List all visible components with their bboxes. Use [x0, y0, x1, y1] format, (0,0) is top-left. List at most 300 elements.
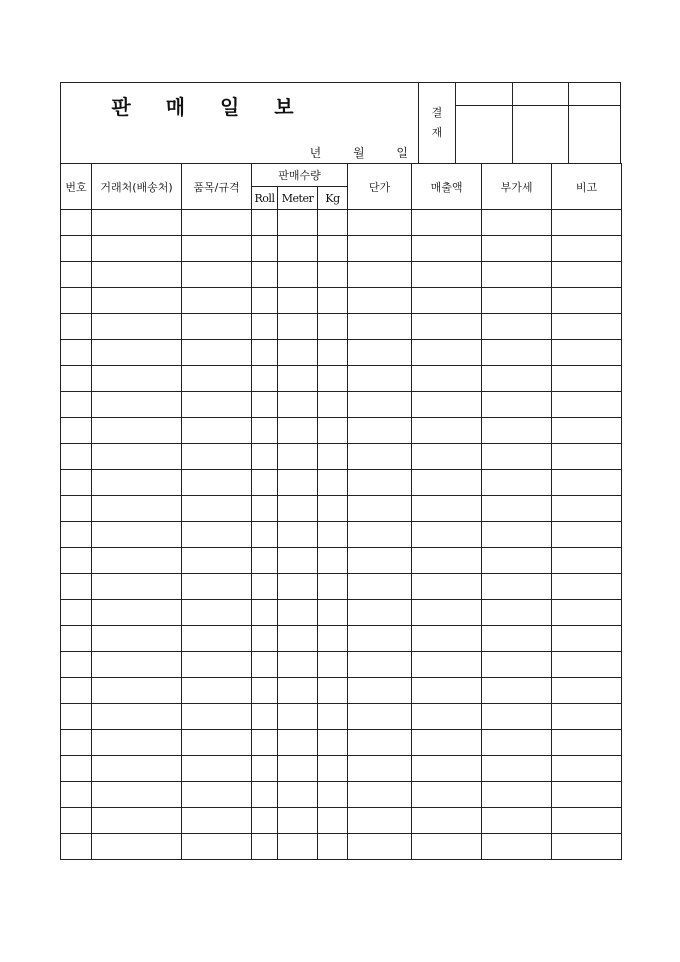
table-cell[interactable] — [318, 418, 348, 444]
table-cell[interactable] — [348, 730, 412, 756]
table-cell[interactable] — [412, 496, 482, 522]
table-cell[interactable] — [61, 600, 92, 626]
sales-daily-report-form — [60, 82, 621, 866]
table-cell[interactable] — [61, 730, 92, 756]
table-cell[interactable] — [92, 470, 182, 496]
table-cell[interactable] — [348, 496, 412, 522]
table-cell[interactable] — [552, 782, 622, 808]
table-row — [61, 236, 622, 262]
table-row — [61, 340, 622, 366]
table-cell[interactable] — [552, 210, 622, 236]
table-cell[interactable] — [92, 314, 182, 340]
table-cell[interactable] — [482, 236, 552, 262]
table-row — [61, 782, 622, 808]
table-cell[interactable] — [318, 366, 348, 392]
table-cell[interactable] — [252, 808, 278, 834]
table-cell[interactable] — [552, 574, 622, 600]
table-cell[interactable] — [61, 288, 92, 314]
table-cell[interactable] — [348, 470, 412, 496]
table-cell[interactable] — [278, 418, 318, 444]
table-cell[interactable] — [318, 392, 348, 418]
table-cell[interactable] — [348, 548, 412, 574]
table-cell[interactable] — [278, 340, 318, 366]
table-cell[interactable] — [318, 444, 348, 470]
table-cell[interactable] — [92, 236, 182, 262]
table-cell[interactable] — [252, 262, 278, 288]
table-row — [61, 704, 622, 730]
col-number: 번호 — [61, 164, 92, 210]
col-qty-meter: Meter — [278, 187, 318, 210]
table-cell[interactable] — [252, 730, 278, 756]
table-row — [61, 600, 622, 626]
table-row — [61, 652, 622, 678]
table-cell[interactable] — [318, 782, 348, 808]
table-cell[interactable] — [278, 574, 318, 600]
table-row — [61, 522, 622, 548]
approval-divider — [456, 105, 620, 106]
table-cell[interactable] — [92, 704, 182, 730]
table-row — [61, 574, 622, 600]
table-cell[interactable] — [552, 236, 622, 262]
approval-label-bottom: 재 — [431, 126, 443, 139]
table-cell[interactable] — [92, 340, 182, 366]
table-cell[interactable] — [412, 626, 482, 652]
table-cell[interactable] — [182, 808, 252, 834]
table-cell[interactable] — [182, 730, 252, 756]
table-cell[interactable] — [552, 314, 622, 340]
table-cell[interactable] — [482, 704, 552, 730]
table-cell[interactable] — [348, 600, 412, 626]
table-cell[interactable] — [182, 652, 252, 678]
table-cell[interactable] — [552, 626, 622, 652]
table-cell[interactable] — [412, 756, 482, 782]
table-cell[interactable] — [182, 392, 252, 418]
table-cell[interactable] — [61, 418, 92, 444]
table-cell[interactable] — [412, 444, 482, 470]
table-cell[interactable] — [348, 704, 412, 730]
table-cell[interactable] — [252, 600, 278, 626]
table-cell[interactable] — [552, 262, 622, 288]
table-cell[interactable] — [61, 366, 92, 392]
table-cell[interactable] — [482, 600, 552, 626]
table-cell[interactable] — [482, 652, 552, 678]
table-cell[interactable] — [92, 548, 182, 574]
table-cell[interactable] — [552, 366, 622, 392]
table-cell[interactable] — [278, 548, 318, 574]
table-cell[interactable] — [182, 496, 252, 522]
table-cell[interactable] — [318, 756, 348, 782]
table-cell[interactable] — [61, 704, 92, 730]
table-cell[interactable] — [252, 626, 278, 652]
table-cell[interactable] — [412, 678, 482, 704]
report-header — [60, 82, 419, 164]
table-cell[interactable] — [348, 392, 412, 418]
table-cell[interactable] — [318, 652, 348, 678]
table-cell[interactable] — [252, 782, 278, 808]
table-cell[interactable] — [182, 366, 252, 392]
table-cell[interactable] — [482, 678, 552, 704]
table-cell[interactable] — [92, 444, 182, 470]
table-cell[interactable] — [412, 782, 482, 808]
table-cell[interactable] — [348, 444, 412, 470]
table-cell[interactable] — [182, 626, 252, 652]
table-cell[interactable] — [348, 340, 412, 366]
table-cell[interactable] — [482, 808, 552, 834]
table-cell[interactable] — [278, 236, 318, 262]
table-cell[interactable] — [318, 340, 348, 366]
table-row — [61, 288, 622, 314]
month-label: 월 — [352, 146, 365, 160]
table-cell[interactable] — [252, 314, 278, 340]
table-row — [61, 470, 622, 496]
table-cell[interactable] — [182, 314, 252, 340]
table-cell[interactable] — [278, 782, 318, 808]
table-cell[interactable] — [182, 548, 252, 574]
table-cell[interactable] — [552, 288, 622, 314]
table-row — [61, 210, 622, 236]
table-cell[interactable] — [412, 236, 482, 262]
table-cell[interactable] — [252, 288, 278, 314]
col-sales-amount: 매출액 — [412, 164, 482, 210]
table-cell[interactable] — [412, 418, 482, 444]
table-cell[interactable] — [482, 626, 552, 652]
table-cell[interactable] — [278, 470, 318, 496]
approval-label-top: 결 — [431, 106, 443, 119]
table-cell[interactable] — [92, 626, 182, 652]
table-cell[interactable] — [278, 210, 318, 236]
date-line — [282, 144, 408, 161]
report-title: 판 매 일 보 — [111, 95, 308, 119]
table-cell[interactable] — [412, 522, 482, 548]
table-cell[interactable] — [348, 418, 412, 444]
table-cell[interactable] — [552, 418, 622, 444]
table-cell[interactable] — [182, 600, 252, 626]
table-cell[interactable] — [61, 574, 92, 600]
table-cell[interactable] — [252, 756, 278, 782]
table-cell[interactable] — [61, 678, 92, 704]
table-cell[interactable] — [92, 522, 182, 548]
table-cell[interactable] — [482, 340, 552, 366]
table-cell[interactable] — [252, 704, 278, 730]
table-cell[interactable] — [412, 574, 482, 600]
table-cell[interactable] — [482, 210, 552, 236]
table-cell[interactable] — [348, 288, 412, 314]
table-cell[interactable] — [278, 288, 318, 314]
table-cell[interactable] — [278, 444, 318, 470]
table-row — [61, 548, 622, 574]
table-row — [61, 834, 622, 860]
table-cell[interactable] — [61, 522, 92, 548]
table-cell[interactable] — [252, 522, 278, 548]
table-cell[interactable] — [61, 314, 92, 340]
table-cell[interactable] — [318, 236, 348, 262]
table-cell[interactable] — [412, 210, 482, 236]
table-cell[interactable] — [412, 288, 482, 314]
table-cell[interactable] — [348, 210, 412, 236]
table-cell[interactable] — [318, 600, 348, 626]
table-cell[interactable] — [412, 652, 482, 678]
table-cell[interactable] — [318, 704, 348, 730]
table-cell[interactable] — [552, 496, 622, 522]
table-cell[interactable] — [182, 522, 252, 548]
table-cell[interactable] — [482, 418, 552, 444]
table-cell[interactable] — [92, 496, 182, 522]
table-cell[interactable] — [61, 236, 92, 262]
table-cell[interactable] — [61, 470, 92, 496]
table-cell[interactable] — [482, 366, 552, 392]
table-cell[interactable] — [482, 262, 552, 288]
table-cell[interactable] — [278, 756, 318, 782]
table-cell[interactable] — [552, 470, 622, 496]
table-cell[interactable] — [252, 834, 278, 860]
table-cell[interactable] — [318, 522, 348, 548]
table-cell[interactable] — [348, 522, 412, 548]
table-cell[interactable] — [252, 366, 278, 392]
table-cell[interactable] — [182, 782, 252, 808]
table-cell[interactable] — [552, 600, 622, 626]
table-cell[interactable] — [412, 600, 482, 626]
table-cell[interactable] — [348, 236, 412, 262]
table-cell[interactable] — [92, 730, 182, 756]
table-row — [61, 626, 622, 652]
table-cell[interactable] — [182, 340, 252, 366]
table-cell[interactable] — [278, 600, 318, 626]
table-cell[interactable] — [278, 314, 318, 340]
table-cell[interactable] — [318, 496, 348, 522]
table-cell[interactable] — [482, 548, 552, 574]
table-row — [61, 262, 622, 288]
table-cell[interactable] — [412, 392, 482, 418]
table-cell[interactable] — [61, 496, 92, 522]
table-cell[interactable] — [348, 678, 412, 704]
table-cell[interactable] — [482, 288, 552, 314]
table-cell[interactable] — [92, 782, 182, 808]
table-cell[interactable] — [348, 314, 412, 340]
table-cell[interactable] — [278, 808, 318, 834]
table-cell[interactable] — [182, 470, 252, 496]
table-cell[interactable] — [348, 366, 412, 392]
table-cell[interactable] — [412, 470, 482, 496]
table-cell[interactable] — [182, 262, 252, 288]
table-cell[interactable] — [252, 678, 278, 704]
col-remarks: 비고 — [552, 164, 622, 210]
table-cell[interactable] — [278, 678, 318, 704]
table-cell[interactable] — [252, 444, 278, 470]
table-cell[interactable] — [348, 834, 412, 860]
table-cell[interactable] — [552, 392, 622, 418]
sales-table — [60, 163, 622, 860]
table-cell[interactable] — [348, 808, 412, 834]
table-cell[interactable] — [552, 756, 622, 782]
table-cell[interactable] — [318, 626, 348, 652]
table-cell[interactable] — [482, 834, 552, 860]
col-item: 품목/규격 — [182, 164, 252, 210]
table-cell[interactable] — [318, 834, 348, 860]
approval-label — [419, 82, 456, 164]
table-cell[interactable] — [318, 730, 348, 756]
table-cell[interactable] — [182, 288, 252, 314]
table-cell[interactable] — [92, 392, 182, 418]
table-cell[interactable] — [92, 366, 182, 392]
approval-signature-grid — [456, 82, 621, 164]
table-cell[interactable] — [252, 548, 278, 574]
table-cell[interactable] — [552, 548, 622, 574]
table-cell[interactable] — [182, 236, 252, 262]
table-cell[interactable] — [318, 314, 348, 340]
table-cell[interactable] — [92, 756, 182, 782]
table-cell[interactable] — [61, 262, 92, 288]
table-cell[interactable] — [552, 652, 622, 678]
table-cell[interactable] — [61, 444, 92, 470]
table-cell[interactable] — [92, 834, 182, 860]
table-cell[interactable] — [482, 756, 552, 782]
table-cell[interactable] — [552, 730, 622, 756]
col-qty-roll: Roll — [252, 187, 278, 210]
table-cell[interactable] — [61, 834, 92, 860]
table-cell[interactable] — [412, 730, 482, 756]
table-cell[interactable] — [482, 392, 552, 418]
col-unit-price: 단가 — [348, 164, 412, 210]
table-cell[interactable] — [252, 470, 278, 496]
table-cell[interactable] — [412, 340, 482, 366]
table-cell[interactable] — [318, 678, 348, 704]
table-cell[interactable] — [61, 340, 92, 366]
table-cell[interactable] — [61, 392, 92, 418]
table-cell[interactable] — [252, 496, 278, 522]
table-cell[interactable] — [318, 548, 348, 574]
col-vat: 부가세 — [482, 164, 552, 210]
table-cell[interactable] — [412, 314, 482, 340]
col-sales-qty: 판매수량 — [252, 164, 348, 187]
table-cell[interactable] — [278, 366, 318, 392]
table-cell[interactable] — [182, 756, 252, 782]
table-cell[interactable] — [61, 210, 92, 236]
table-cell[interactable] — [412, 808, 482, 834]
table-cell[interactable] — [182, 678, 252, 704]
table-cell[interactable] — [278, 652, 318, 678]
table-row — [61, 756, 622, 782]
table-cell[interactable] — [412, 548, 482, 574]
table-cell[interactable] — [92, 262, 182, 288]
table-cell[interactable] — [348, 652, 412, 678]
table-cell[interactable] — [412, 262, 482, 288]
table-cell[interactable] — [318, 808, 348, 834]
table-cell[interactable] — [482, 470, 552, 496]
table-cell[interactable] — [61, 548, 92, 574]
table-cell[interactable] — [482, 574, 552, 600]
table-cell[interactable] — [482, 444, 552, 470]
table-cell[interactable] — [278, 392, 318, 418]
table-cell[interactable] — [278, 262, 318, 288]
table-cell[interactable] — [92, 210, 182, 236]
table-row — [61, 418, 622, 444]
table-row — [61, 392, 622, 418]
table-cell[interactable] — [348, 756, 412, 782]
table-cell[interactable] — [482, 522, 552, 548]
table-cell[interactable] — [318, 470, 348, 496]
table-cell[interactable] — [552, 808, 622, 834]
table-cell[interactable] — [61, 652, 92, 678]
table-row — [61, 366, 622, 392]
table-cell[interactable] — [482, 782, 552, 808]
table-cell[interactable] — [92, 652, 182, 678]
table-cell[interactable] — [61, 808, 92, 834]
table-row — [61, 314, 622, 340]
table-row — [61, 730, 622, 756]
table-cell[interactable] — [252, 210, 278, 236]
table-cell[interactable] — [482, 496, 552, 522]
table-cell[interactable] — [182, 444, 252, 470]
table-cell[interactable] — [61, 782, 92, 808]
table-cell[interactable] — [412, 366, 482, 392]
table-cell[interactable] — [318, 262, 348, 288]
year-label: 년 — [309, 146, 322, 160]
table-cell[interactable] — [182, 834, 252, 860]
table-cell[interactable] — [412, 704, 482, 730]
table-cell[interactable] — [278, 496, 318, 522]
table-cell[interactable] — [92, 600, 182, 626]
table-cell[interactable] — [92, 288, 182, 314]
table-row — [61, 678, 622, 704]
table-cell[interactable] — [348, 574, 412, 600]
table-cell[interactable] — [92, 678, 182, 704]
table-cell[interactable] — [182, 418, 252, 444]
table-row — [61, 808, 622, 834]
table-cell[interactable] — [252, 418, 278, 444]
table-cell[interactable] — [482, 314, 552, 340]
table-cell[interactable] — [182, 210, 252, 236]
table-cell[interactable] — [252, 236, 278, 262]
sales-table-body — [61, 210, 622, 860]
table-cell[interactable] — [252, 340, 278, 366]
approval-column-divider — [568, 83, 569, 163]
col-client: 거래처(배송처) — [92, 164, 182, 210]
table-cell[interactable] — [278, 522, 318, 548]
table-cell[interactable] — [92, 574, 182, 600]
table-row — [61, 444, 622, 470]
table-cell[interactable] — [61, 756, 92, 782]
table-cell[interactable] — [278, 626, 318, 652]
table-cell[interactable] — [318, 574, 348, 600]
table-cell[interactable] — [278, 730, 318, 756]
day-label: 일 — [396, 146, 408, 160]
table-cell[interactable] — [412, 834, 482, 860]
table-cell[interactable] — [182, 704, 252, 730]
table-cell[interactable] — [278, 834, 318, 860]
table-cell[interactable] — [61, 626, 92, 652]
table-cell[interactable] — [552, 678, 622, 704]
table-cell[interactable] — [252, 392, 278, 418]
table-cell[interactable] — [252, 574, 278, 600]
table-cell[interactable] — [182, 574, 252, 600]
table-cell[interactable] — [552, 340, 622, 366]
table-cell[interactable] — [92, 418, 182, 444]
table-cell[interactable] — [348, 626, 412, 652]
table-cell[interactable] — [552, 834, 622, 860]
table-cell[interactable] — [318, 288, 348, 314]
table-cell[interactable] — [552, 444, 622, 470]
table-cell[interactable] — [252, 652, 278, 678]
table-cell[interactable] — [278, 704, 318, 730]
approval-column-divider — [512, 83, 513, 163]
table-cell[interactable] — [348, 262, 412, 288]
table-cell[interactable] — [552, 704, 622, 730]
table-cell[interactable] — [552, 522, 622, 548]
table-cell[interactable] — [92, 808, 182, 834]
table-cell[interactable] — [348, 782, 412, 808]
table-cell[interactable] — [482, 730, 552, 756]
table-cell[interactable] — [318, 210, 348, 236]
